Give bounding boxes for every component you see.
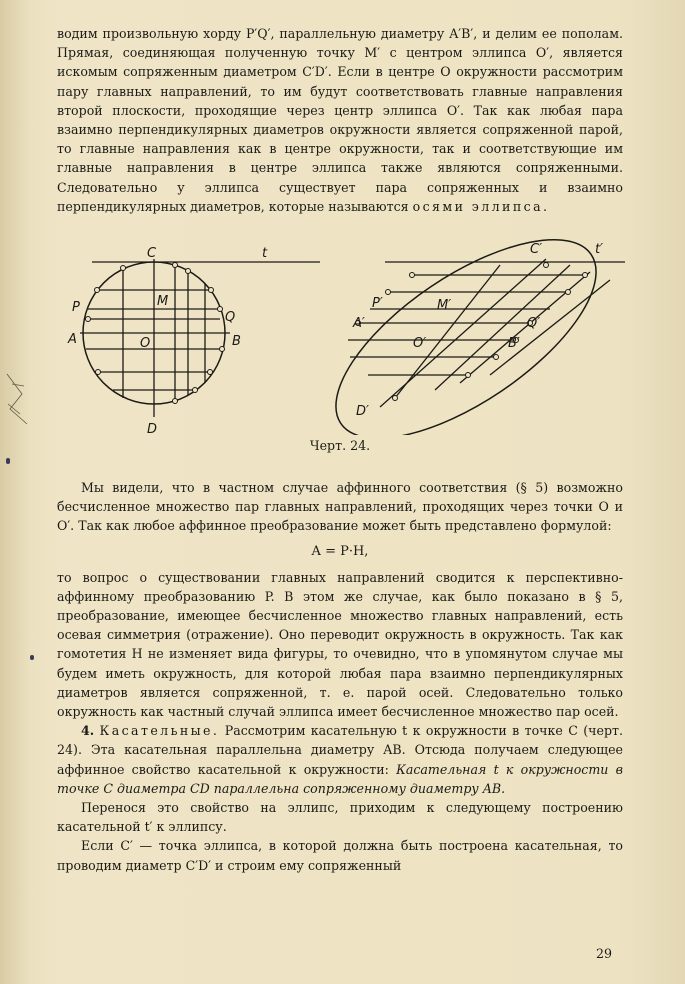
label-left-c: C: [147, 246, 157, 261]
label-left-p: P: [72, 300, 80, 315]
right-ellipse: [306, 235, 627, 435]
ink-spot: [6, 458, 10, 464]
figure-caption: Черт. 24.: [309, 438, 371, 453]
label-right-m: M′: [437, 298, 452, 313]
bottom-text-block: [57, 478, 623, 875]
ink-spot-2: [30, 655, 34, 660]
section-number: 4.: [81, 723, 95, 739]
label-left-b: B: [232, 334, 241, 349]
page-number: 29: [596, 946, 613, 961]
label-right-d: D′: [356, 404, 369, 419]
label-left-d: D: [147, 422, 158, 435]
label-left-t: t: [262, 246, 268, 261]
label-right-t: t′: [595, 242, 604, 257]
top-text-block: [57, 24, 623, 216]
axes-term: осями эллипса.: [412, 198, 550, 214]
paragraph-transfer: Перенося это свойство на эллипс, приходим к следующему построению касательной t′ к эллипсу.: [57, 800, 623, 835]
label-right-c: C′: [530, 242, 543, 257]
paragraph-tangents: [57, 721, 623, 798]
paragraph-top: [57, 24, 623, 216]
label-right-b: B′: [508, 336, 520, 351]
label-left-m: M: [157, 294, 169, 309]
label-left-q: Q: [225, 310, 236, 325]
label-right-p: P′: [372, 296, 383, 311]
label-left-o: O: [140, 336, 151, 351]
figure-24: [50, 235, 630, 435]
label-left-a: A: [68, 332, 77, 347]
label-right-a: A′: [353, 316, 365, 331]
label-right-q: Q′: [527, 316, 541, 331]
paragraph-construction: Если C′ — точка эллипса, в которой должна быть построена касательная, то проводим диаметр C′D′ и строим ему сопряженный: [57, 838, 623, 873]
section-heading: Касательные.: [99, 723, 220, 739]
paragraph-tangents-text: Рассмотрим касательную t к окружности в точке C (черт. 24). Эта касательная параллельна диаметру AB. Отсюда получаем следующее аффинное свойство касательной к окружности:: [57, 723, 623, 777]
tangent-property: Касательная t к окружности в точке C диаметра CD параллельна сопряженному диаметру AB.: [57, 761, 623, 796]
paragraph-affine: Мы видели, что в частном случае аффинного соответствия (§ 5) возможно бесчисленное множество пар главных направлений, проходящих через точки O и O′. Так как любое аффинное преобразование может быть представлено формулой:: [57, 480, 623, 534]
paragraph-top-text: водим произвольную хорду P′Q′, параллельную диаметру A′B′, и делим ее пополам. Прямая, соединяющая полученную точку M′ с центром эллипса O′, является искомым сопряженным диаметром C′D′. Если в центре O окружности рассмотрим пару главных направлений, то им будут соответствовать главные направления второй плоскости, проходящие через центр эллипса O′. Так как любая пара взаимно перпендикулярных диаметров окружности является сопряженной парой, то главные направления как в центре окружности, так и соответствующие им главные направления в центре эллипса также являются сопряженными. Следовательно у эллипса существует пара сопряженных и взаимно перпендикулярных диаметров, которые называются: [57, 26, 623, 214]
margin-scribble: [2, 364, 32, 434]
formula: A = P·H,: [311, 543, 369, 559]
paragraph-projective: то вопрос о существовании главных направлений сводится к перспективно-аффинному преобразованию P. В этом же случае, как было показано в § 5, преобразование, имеющее бесчисленное множество главных направлений, есть осевая симметрия (отражение). Оно переводит окружность в окружность. Так как гомотетия H не изменяет вида фигуры, то очевидно, что в упомянутом случае мы будем иметь окружность, для которой любая пара взаимно перпендикулярных диаметров является сопряженной, т. е. парой осей. Следовательно только окружность как частный случай эллипса имеет бесчисленное множество пар осей.: [57, 569, 623, 720]
label-right-o: O′: [413, 336, 427, 351]
